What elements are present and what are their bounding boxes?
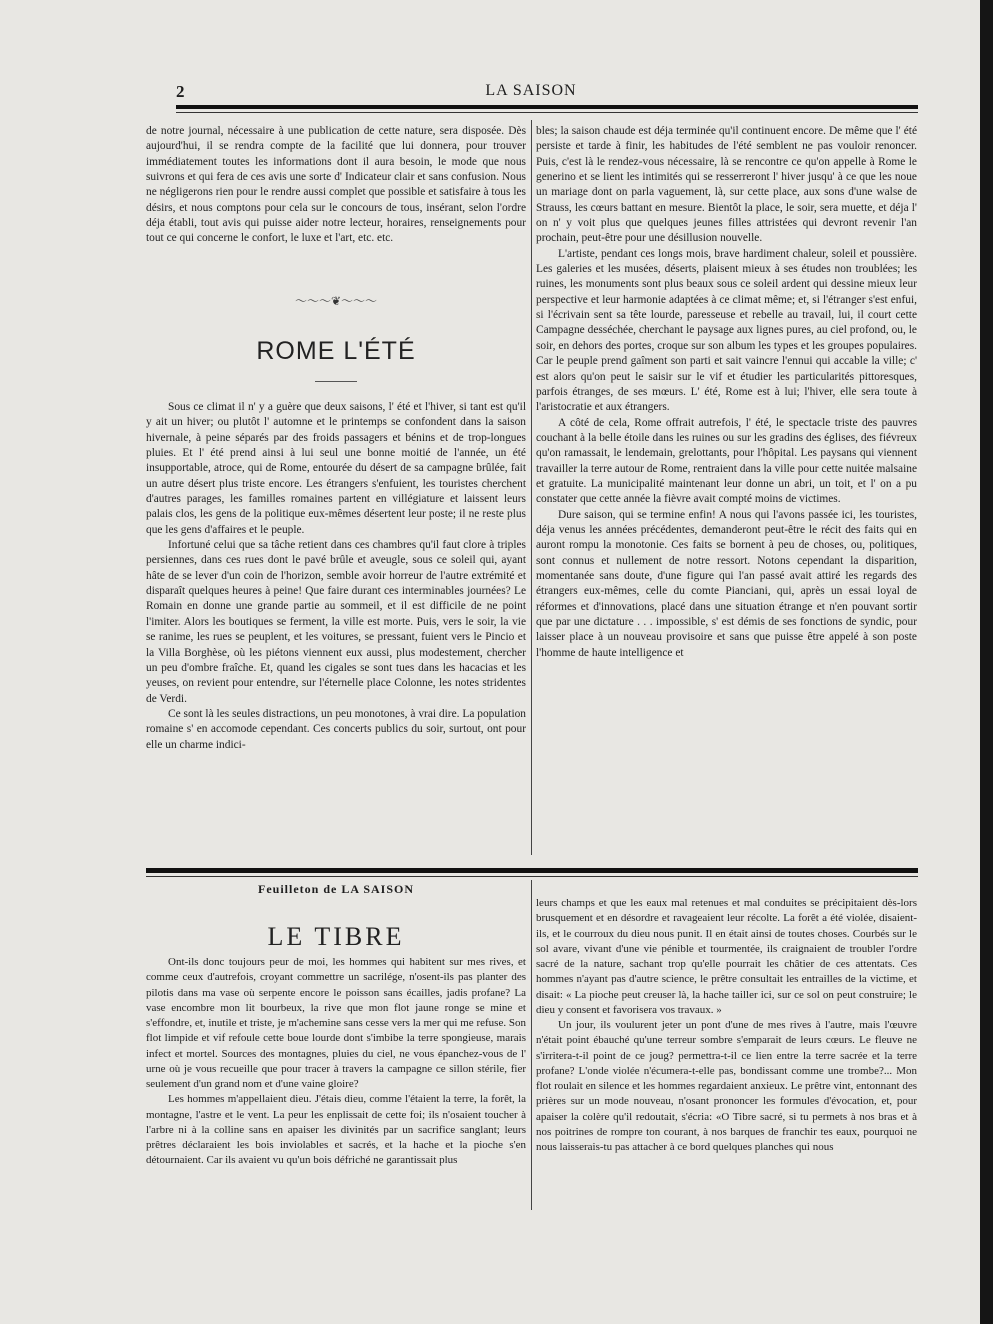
title-underline xyxy=(315,381,357,382)
right-article-body xyxy=(536,124,917,852)
column-divider xyxy=(531,120,532,855)
article-title: ROME L'ÉTÉ xyxy=(256,337,416,365)
feuilleton-paragraph: Ont-ils donc toujours peur de moi, les hommes qui habitent sur mes rives, et comme ceux d'autrefois, croyant commettre un sacrilége, n'osent-ils pas planter des pilotis dans ma vase où serpente encore le poisson sans écailles, jadis profane? La vase encombre mon lit bourbeux, la rive que mon flot jaune ronge se mine et s'effondre, et, inutile et triste, je m'achemine sans cesse vers la mer qui me refuse. Son flot limpide et vif refoule cette boue lourde dont s'imbibe la terre spongieuse, marais infect et mortel. Sources des montagnes, pluies du ciel, ne vous épanchez-vous de l' urne où je vous recueille que pour tracer à travers la campagne ce sillon stérile, fier seulement d'un grand nom et d'une vaine gloire? xyxy=(146,956,526,1090)
article-paragraph: Dure saison, qui se termine enfin! A nous qui l'avons passée ici, les touristes, déja venus les années précédentes, demanderont peut-être le récit des faits qui en auront rompu la monotonie. Ces faits se bornent à peu de choses, ou, politiques, sont connus et nullement de notre ressort. Notons cependant la disparition, momentanée sans doute, d'une figure qui l'an passé avait attiré les regards des étrangers eux-mêmes, celle du comte Pianciani, qui, après un essai loyal de réformes et d'innovations, placé dans une situation étrange et n'en pouvant sortir que par une dictature . . . impossible, s' est démis de ses fonctions de syndic, pour laisser place à un nouveau provisoire et sans que puisse être appelé à son poste l'homme de haute intelligence et xyxy=(536,508,917,659)
article-paragraph: A côté de cela, Rome offrait autrefois, l' été, le spectacle triste des pauvres couchant à la belle étoile dans les ruines ou sur les gradins des églises, des fiévreux qu'on ramassait, le lendemain, grelottants, pour l'hôpital. Les paysans qui viennent travailler la terre autour de Rome, rentraient dans la ville pour cette nuitée malsaine et gratuite. La municipalité maintenant leur donne un abri, un toit, et l' on a pu constater que cette année la fièvre avait compté moins de victimes. xyxy=(536,416,917,506)
intro-paragraph: de notre journal, nécessaire à une publication de cette nature, sera disposée. Dès aujourd'hui, il se rendra compte de la facilité que lui donnera, pour trouver immédiatement toutes les informations dont il aura besoin, le mode que nous suivrons et qui fera de ces avis une sorte d' Indicateur clair et sans confusion. Nous ne négligerons rien pour le rendre aussi complet que possible et satisfaire à tous les désirs, et nous comptons pour cela sur le concours de tous, insérant, selon l'ordre déja établi, tout avis qui puisse aider notre lecteur, horaires, renseignements pour tout ce qui concerne le confort, le luxe et l'art, etc. etc. xyxy=(146,125,526,245)
feuilleton-paragraph: Un jour, ils voulurent jeter un pont d'une de mes rives à l'autre, mais l'œuvre n'était point ébauché qu'une terreur sombre s'emparait de leurs cœurs. Le fleuve ne s'irritera-t-il point de ce joug? permettra-t-il ce lien entre la terre sacrée et la terre profane? L'onde violée n'écumera-t-elle pas, bondissant comme une trombe?... Mon flot roulait en silence et les hommes regardaient anxieux. Le prêtre vint, entonnant des prières sur un mode nouveau, n'osant prononcer les formules d'évocation, et, pour apaiser la colère qu'il redoutait, s'écria: «O Tibre sacré, si tu permets à nos bras et à nos poitrines de rompre ton courant, à nos barques de franchir tes eaux, pourquoi ne nous laisserais-tu pas attacher à ce bord quelques planches qui nous xyxy=(536,1019,917,1153)
left-article-body xyxy=(146,400,526,852)
feuilleton-right xyxy=(536,896,917,1216)
left-intro xyxy=(146,124,526,300)
feuilleton-title: LE TIBRE xyxy=(267,922,405,951)
running-title: LA SAISON xyxy=(485,82,577,99)
page-number: 2 xyxy=(176,82,185,101)
article-paragraph: L'artiste, pendant ces longs mois, brave hardiment chaleur, soleil et poussière. Les galeries et les musées, déserts, plaisent mieux à ses études non troublées; les ruines, les monuments sont plus beaux sous ce soleil ardent qui dessine mieux leur perspective et leur harmonie adaptées à ce climat même; et, si l'étranger s'est enfui, si l'écrivain sent sa tête lourde, paresseuse et rebelle au travail, lui, il court cette Campagne desséchée, cherchant le paysage aux lignes pures, au ciel profond, ou, le soir, en dehors des portes, croque sur son album les types et les groupes populaires. Car le peuple prend gaîment son parti et sait vaincre l'ennui qui accable la ville; c' est alors qu'on peut le saisir sur le vif et étudier les particularités pittoresques, parfois étranges, de ses mœurs. L' été, Rome est à lui; l'hiver, elle sera toute à l'aristocratie et aux étrangers. xyxy=(536,247,917,414)
article-paragraph: Infortuné celui que sa tâche retient dans ces chambres qu'il faut clore à triples persiennes, dans ces rues dont le pavé brûle et aveugle, sous ce soleil qui, ayant hâte de se lever d'un coin de l'horizon, semble avoir horreur de l'autre extrémité et disparaît quelques heures à peine! Que faire durant ces interminables journées? Le Romain en donne une grande partie au sommeil, et il est difficile de ne point l'imiter. Alors les boutiques se ferment, la ville est morte. Puis, vers le soir, la vie se ranime, les rues se peuplent, et les voitures, se pressant, fuient vers le Pincio et la Villa Borghèse, où les piétons viennent eux aussi, plus modestement, chercher un peu d'ombre fraîche. Et, quand les cigales se sont tues dans les hacacias et les yeuses, on revient pour entendre, sur l'éternelle place Colonne, les notes stridentes de Verdi. xyxy=(146,539,526,705)
feuilleton-heading: Feuilleton de LA SAISON xyxy=(257,882,415,896)
feuilleton-paragraph: Les hommes m'appellaient dieu. J'étais dieu, comme l'étaient la terre, la forêt, la montagne, l'astre et le vent. La peur les enplissait de cette foi; ils n'osaient toucher à l'arbre ni à la colline sans en apaiser les divinités par un sacrifice sanglant; leurs prêtres déclaraient les bois inviolables et sacrés, et la hache et la pioche s'en détournaient. Car ils avaient vu qu'un bois défriché ne garantissait plus xyxy=(146,1093,526,1167)
feuilleton-rule xyxy=(146,868,918,873)
article-paragraph: bles; la saison chaude est déja terminée qu'il continuent encore. De même que l' été persiste et tarde à finir, les habitudes de l'été semblent ne pas vouloir renoncer. Puis, c'est là le rendez-vous nécessaire, là se rencontre ce qu'on appelle à Rome le generino et se lient les intimités qui se resserreront l' hiver jusqu' à ce que les noue un mariage dont on parla vaguement, là, sur cette place, aux sons d'une walse de Strauss, les cœurs battant en mesure. Bientôt la place, le soir, sera muette, et déja l' on n' y voit plus que quelques jeunes filles attristées qui devront revenir l'an prochain, peut-être pour une désillusion nouvelle. xyxy=(536,125,917,245)
feuilleton-divider xyxy=(531,880,532,1210)
scan-edge xyxy=(980,0,993,1324)
article-paragraph: Sous ce climat il n' y a guère que deux saisons, l' été et l'hiver, si tant est qu'il y ait un hiver; ou plutôt l' automne et le printemps se confondent dans la saison hivernale, à peine séparés par des froids passagers et bénins et de trop-longues pluies. Et l' été prend ainsi à lui seul une bonne moitié de l'année, un été insupportable, atroce, qui de Rome, entourée du désert de sa campagne brûlée, fait un autre désert plus triste encore. Les étrangers s'enfuient, les touristes cherchent d'autres parages, les familles romaines partent en villégiature et laissent leurs palais clos, les gens de la politique eux-mêmes désertent leur poste; il ne reste plus que les gens d'affaires et le peuple. xyxy=(146,401,526,536)
header-rule-thin xyxy=(176,112,918,113)
feuilleton-rule-thin xyxy=(146,876,918,877)
header-rule xyxy=(176,105,918,109)
ornament-divider: 〜〜〜❦〜〜〜 xyxy=(294,294,378,308)
feuilleton-left xyxy=(146,955,526,1217)
feuilleton-paragraph: leurs champs et que les eaux mal retenues et mal conduites se précipitaient dès-lors brusquement et en désordre et ravageaient leur récolte. La forêt a été violée, disaient-ils, et le courroux du dieu nous punit. Il en était ainsi de toutes choses. Courbés sur le sol avare, vivant d'une vie pénible et tourmentée, ils craignaient de troubler l'ordre sacré de la nature, sachant trop qu'elle pourrait les châtier de ces attentats. Ces hommes n'ayant pas d'autre science, le prêtre consultait les entrailles de la victime, et disait: « La pioche peut creuser là, la hache tailler ici, sur ce sol on peut construire; le dieu y consent et favorisera vos travaux. » xyxy=(536,897,917,1016)
article-paragraph: Ce sont là les seules distractions, un peu monotones, à vrai dire. La population romaine s' en accomode cependant. Ces concerts publics du soir, surtout, ont pour elle un charme indici- xyxy=(146,707,526,751)
